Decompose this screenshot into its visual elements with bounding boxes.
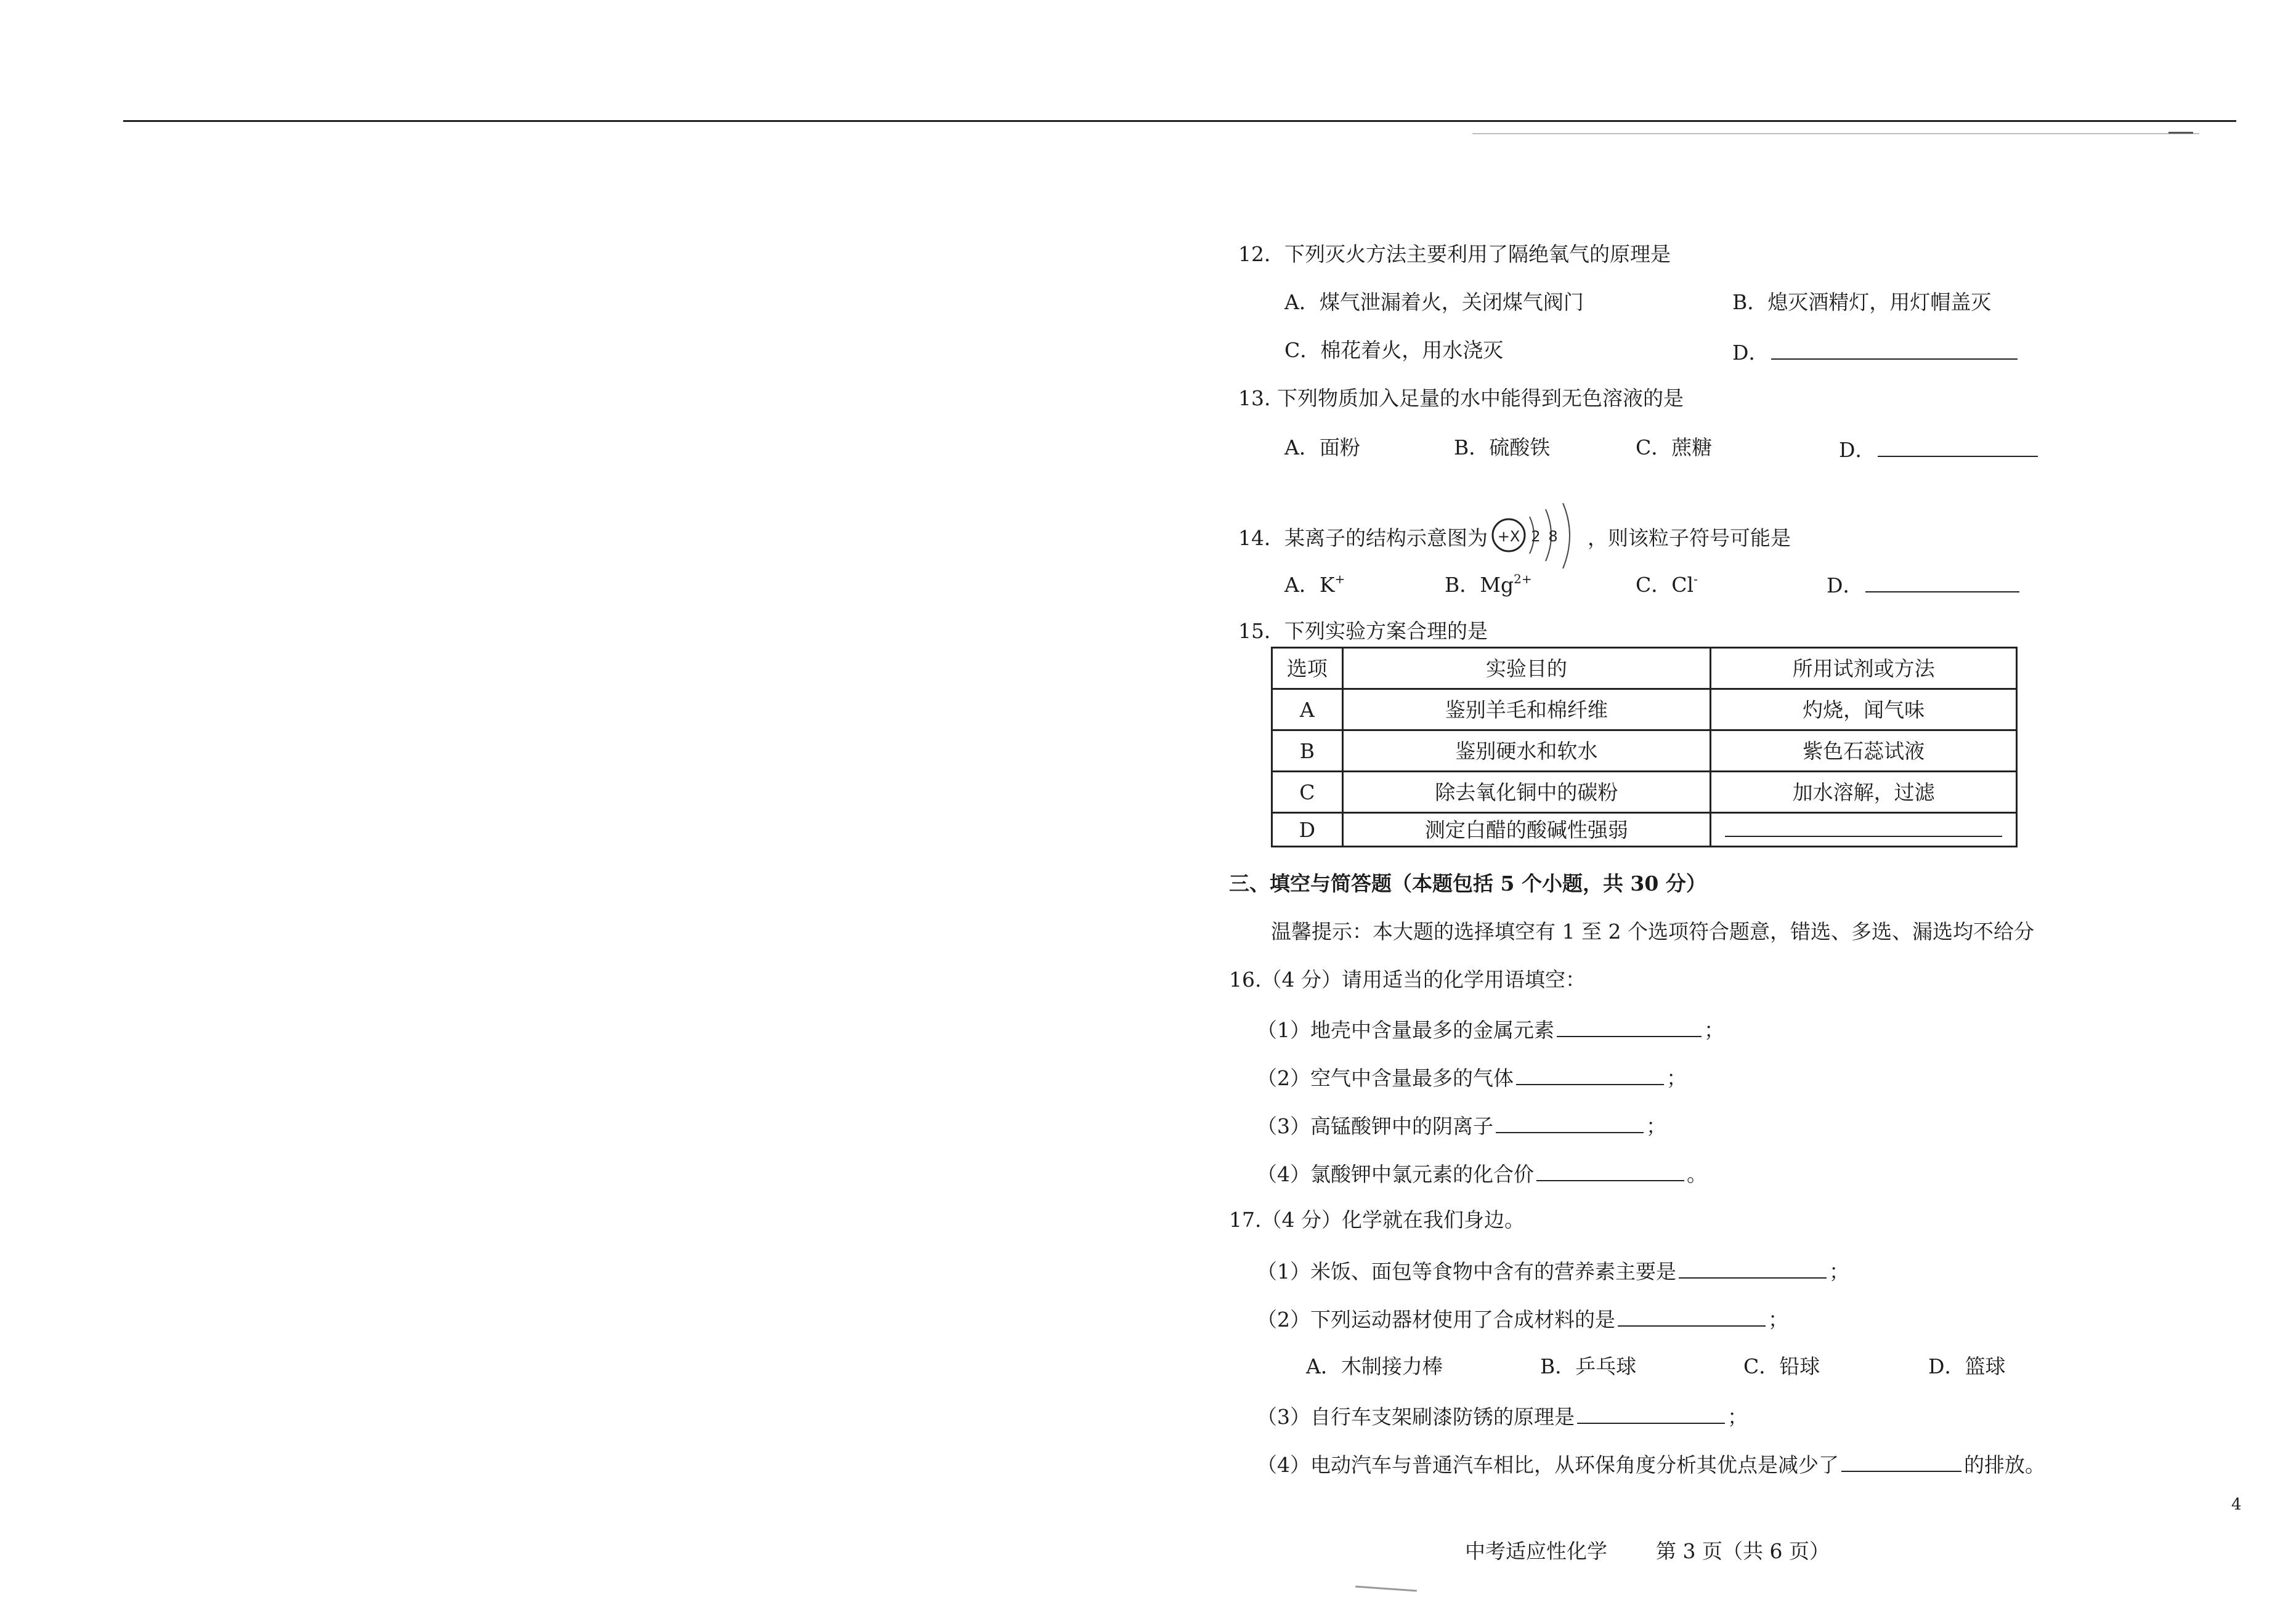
q14-option-b-charge: 2+ (1514, 572, 1532, 586)
q16-item-1 (1257, 1017, 1724, 1040)
table-row (1272, 772, 2017, 813)
q13-answer-blank (1878, 437, 2038, 457)
ion-structure-diagram (1491, 521, 1584, 558)
q17-item-4-blank (1841, 1452, 1961, 1472)
q16-item-4-blank (1536, 1162, 1684, 1181)
q17-item-1-text: （1）米饭、面包等食物中含有的营养素主要是 (1257, 1259, 1676, 1283)
q14-option-b (1445, 573, 1532, 595)
q14-option-c-charge: - (1694, 572, 1698, 586)
footer-exam-title: 中考适应性化学 (1465, 1539, 1607, 1563)
q12-stem: 12．下列灭火方法主要利用了隔绝氧气的原理是 (1238, 242, 1671, 266)
q17-option-a: A．木制接力棒 (1306, 1354, 1443, 1378)
q16-item-2 (1257, 1065, 1687, 1088)
q16-item-1-text: （1）地壳中含量最多的金属元素 (1257, 1018, 1554, 1042)
ion-shell-1-count: 2 (1531, 528, 1541, 545)
q17-item-3-text: （3）自行车支架刷漆防锈的原理是 (1257, 1405, 1575, 1429)
q16-item-3-blank (1496, 1114, 1644, 1133)
q14-option-a-charge: + (1334, 572, 1345, 586)
q17-item-4-text: （4）电动汽车与普通汽车相比，从环保角度分析其优点是减少了 (1257, 1453, 1839, 1477)
ion-nucleus-label: +X (1497, 528, 1520, 545)
experiment-table (1271, 647, 2018, 847)
q16-item-4 (1257, 1162, 1707, 1184)
table-cell: 除去氧化铜中的碳粉 (1342, 772, 1711, 813)
q16-item-2-blank (1516, 1065, 1664, 1085)
scan-smudge (1355, 1586, 1417, 1592)
q15-answer-blank (1725, 823, 2002, 837)
table-cell: 加水溶解，过滤 (1711, 772, 2017, 813)
q12-option-c: C．棉花着火，用水浇灭 (1284, 338, 1504, 362)
q17-option-c: C．铅球 (1743, 1354, 1820, 1378)
side-page-number: 4 (2231, 1495, 2242, 1514)
q13-option-a: A．面粉 (1284, 435, 1360, 459)
top-dash (2168, 132, 2193, 134)
q14-option-b-text: B．Mg (1445, 573, 1514, 597)
q14-option-a-text: A．K (1284, 573, 1335, 597)
q14-option-c (1636, 573, 1698, 595)
q17-item-4 (1257, 1452, 2045, 1475)
table-cell: 测定白醋的酸碱性强弱 (1342, 813, 1711, 847)
q14-stem-before: 14．某离子的结构示意图为 (1238, 526, 1488, 550)
ion-shell-2-count: 8 (1548, 528, 1558, 545)
q16-item-2-end: ； (1666, 1066, 1687, 1090)
q17-stem: 17.（4 分）化学就在我们身边。 (1229, 1208, 1525, 1232)
q16-item-3-end: ； (1646, 1114, 1666, 1138)
q14-option-a (1284, 573, 1345, 595)
section-3-tip: 温馨提示：本大题的选择填空有 1 至 2 个选项符合题意，错选、多选、漏选均不给分 (1271, 920, 2034, 944)
q12-option-b: B．熄灭酒精灯，用灯帽盖灭 (1732, 290, 1992, 314)
q13-option-d-label: D． (1839, 438, 1876, 462)
table-cell: D (1272, 813, 1343, 847)
q14-answer-blank (1865, 573, 2019, 592)
q16-item-4-end: 。 (1687, 1162, 1707, 1186)
q16-item-3 (1257, 1114, 1666, 1136)
q14-option-d (1827, 573, 2022, 596)
q13-option-b: B．硫酸铁 (1454, 435, 1551, 459)
q12-option-a: A．煤气泄漏着火，关闭煤气阀门 (1284, 290, 1584, 314)
q17-item-3-end: ； (1727, 1405, 1748, 1429)
q17-item-1 (1257, 1259, 1849, 1282)
q14-stem-after: ，则该粒子符号可能是 (1588, 526, 1791, 550)
q16-item-1-blank (1557, 1017, 1702, 1037)
q17-item-1-end: ； (1829, 1259, 1849, 1283)
q14-stem (1238, 521, 1791, 558)
q17-item-3-blank (1577, 1404, 1725, 1424)
q14-option-c-text: C．Cl (1636, 573, 1694, 597)
q17-item-2-end: ； (1768, 1308, 1788, 1332)
table-header-purpose: 实验目的 (1342, 648, 1711, 689)
q12-answer-blank (1771, 340, 2018, 360)
q17-option-b: B．乒乓球 (1540, 1354, 1637, 1378)
table-cell: A (1272, 689, 1343, 730)
table-row (1272, 730, 2017, 772)
table-row (1272, 813, 2017, 847)
q16-item-3-text: （3）高锰酸钾中的阴离子 (1257, 1114, 1493, 1138)
q17-option-d: D．篮球 (1928, 1354, 2006, 1378)
q17-item-2-blank (1618, 1307, 1766, 1327)
q13-option-c: C．蔗糖 (1636, 435, 1713, 459)
top-subrule (1472, 133, 2199, 134)
table-header-method: 所用试剂或方法 (1711, 648, 2017, 689)
q16-item-1-end: ； (1704, 1018, 1724, 1042)
q15-stem: 15．下列实验方案合理的是 (1238, 619, 1488, 643)
table-cell: 鉴别羊毛和棉纤维 (1342, 689, 1711, 730)
q12-option-d-label: D． (1732, 341, 1769, 365)
q17-item-3 (1257, 1404, 1748, 1427)
table-cell: 灼烧，闻气味 (1711, 689, 2017, 730)
table-cell: B (1272, 730, 1343, 772)
table-header-row (1272, 648, 2017, 689)
table-cell: 鉴别硬水和软水 (1342, 730, 1711, 772)
q17-item-2 (1257, 1307, 1788, 1330)
table-header-option: 选项 (1272, 648, 1343, 689)
q17-item-2-text: （2）下列运动器材使用了合成材料的是 (1257, 1308, 1615, 1332)
footer-page-info: 第 3 页（共 6 页） (1656, 1539, 1830, 1563)
q16-stem: 16.（4 分）请用适当的化学用语填空： (1229, 968, 1586, 992)
q13-option-d (1839, 437, 2040, 460)
section-3-title: 三、填空与简答题（本题包括 5 个小题，共 30 分） (1229, 871, 1706, 895)
table-cell-blank (1711, 813, 2017, 847)
table-cell: 紫色石蕊试液 (1711, 730, 2017, 772)
table-row (1272, 689, 2017, 730)
table-cell: C (1272, 772, 1343, 813)
q13-stem: 13. 下列物质加入足量的水中能得到无色溶液的是 (1238, 386, 1684, 410)
top-rule (123, 120, 2236, 122)
q14-option-d-label: D． (1827, 573, 1864, 597)
q12-option-d (1732, 340, 2020, 363)
q17-item-1-blank (1679, 1259, 1827, 1279)
q17-item-4-end: 的排放。 (1964, 1453, 2045, 1477)
q16-item-4-text: （4）氯酸钾中氯元素的化合价 (1257, 1162, 1534, 1186)
q16-item-2-text: （2）空气中含量最多的气体 (1257, 1066, 1514, 1090)
